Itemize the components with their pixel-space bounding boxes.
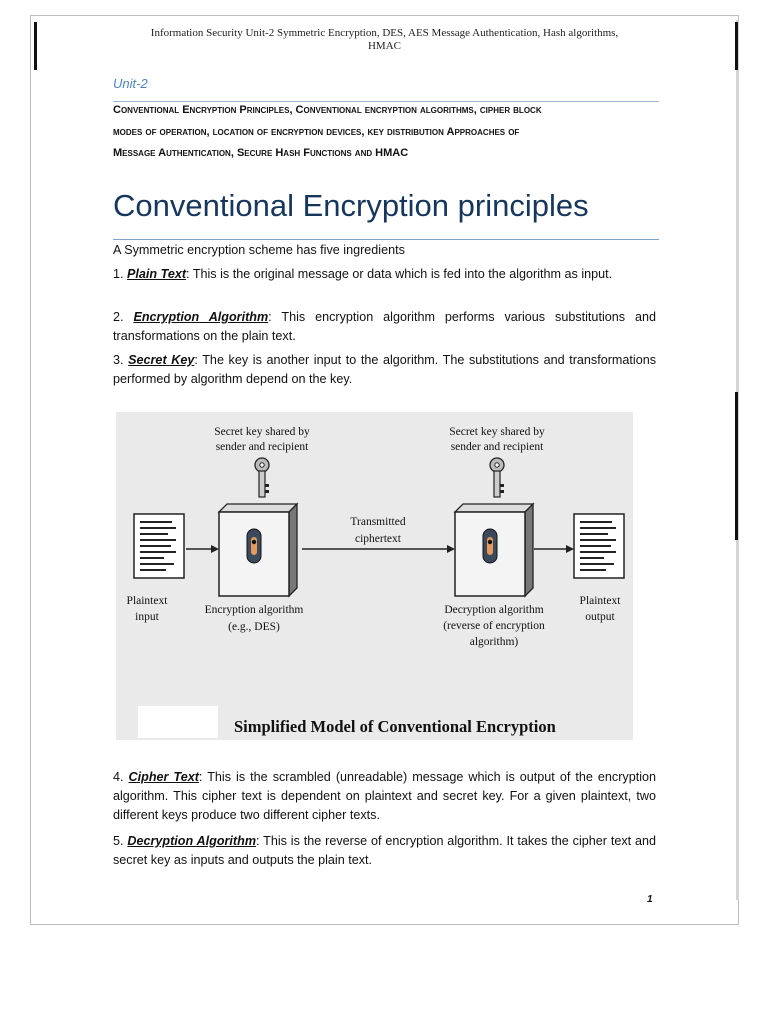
key-left-line-2: sender and recipient [215, 441, 309, 453]
header-line-2: HMAC [367, 40, 401, 52]
transmitted-label-line-2: ciphertext [355, 533, 401, 545]
item-text: : The key is another input to the algorithm. The substitutions and transformations performed by algorithm depend on the key. [113, 353, 656, 386]
key-right-line-1: Secret key shared by [449, 426, 545, 438]
key-icon [490, 458, 504, 497]
item-number: 1. [113, 267, 128, 281]
item-number: 3. [113, 353, 129, 367]
item-term: Cipher Text [128, 770, 199, 784]
item-text: : This is the scrambled (unreadable) message which is output of the encryption algorithm. This cipher text is dependent on plaintext and secret key. For a given plaintext, two different keys produce two different cipher texts. [113, 770, 656, 822]
figure-caption: Simplified Model of Conventional Encryption [234, 717, 556, 736]
plaintext-output-document-icon [574, 514, 624, 578]
plaintext-output-label-line-2: output [585, 611, 615, 623]
topics-list [113, 100, 656, 165]
key-left-line-1: Secret key shared by [214, 426, 310, 438]
encryption-label-line-2: (e.g., DES) [228, 621, 280, 633]
item-text: : This encryption algorithm performs various substitutions and transformations on the plain text. [113, 310, 656, 343]
item-term: Plain Text [127, 267, 187, 281]
running-header [113, 27, 656, 53]
key-icon [255, 458, 269, 497]
item-2 [113, 308, 656, 346]
section-title: Conventional Encryption principles [113, 188, 589, 223]
encryption-box-icon [219, 504, 297, 596]
margin-mark [735, 392, 738, 540]
margin-mark [735, 22, 738, 70]
item-4 [113, 768, 656, 825]
intro-text: A Symmetric encryption scheme has five ingredients [113, 243, 405, 257]
encryption-label-line-1: Encryption algorithm [204, 604, 304, 616]
item-3 [113, 351, 656, 389]
key-right-line-2: sender and recipient [450, 441, 544, 453]
margin-mark [34, 22, 37, 70]
decryption-label-line-3: algorithm) [469, 636, 519, 648]
item-term: Decryption Algorithm [127, 834, 257, 848]
item-number: 5. [113, 834, 128, 848]
item-term: Encryption Algorithm [133, 310, 269, 324]
decryption-label-line-2: (reverse of encryption [443, 620, 545, 632]
plaintext-input-document-icon [134, 514, 184, 578]
item-text: : This is the original message or data which is fed into the algorithm as input. [186, 267, 613, 281]
item-1 [113, 265, 656, 284]
plaintext-input-label-line-2: input [135, 611, 159, 623]
plaintext-output-label-line-1: Plaintext [579, 595, 621, 607]
plaintext-input-label-line-1: Plaintext [126, 595, 168, 607]
item-number: 4. [113, 770, 129, 784]
topics-line-3: Message Authentication, Secure Hash Functions and HMAC [113, 147, 409, 159]
transmitted-label-line-1: Transmitted [350, 516, 406, 528]
title-rule [113, 239, 659, 240]
encryption-model-figure [116, 412, 633, 740]
item-number: 2. [113, 310, 134, 324]
decryption-label-line-1: Decryption algorithm [444, 604, 544, 616]
topics-line-1: Conventional Encryption Principles, Conventional encryption algorithms, cipher block [113, 104, 542, 116]
decryption-box-icon [455, 504, 533, 596]
item-term: Secret Key [128, 353, 195, 367]
figure-white-patch [138, 706, 218, 738]
page-number: 1 [647, 894, 653, 905]
item-5 [113, 832, 656, 870]
item-text: : This is the reverse of encryption algorithm. It takes the cipher text and secret key as inputs and outputs the plain text. [113, 834, 656, 867]
topics-line-2: modes of operation, location of encryption devices, key distribution Approaches of [113, 125, 520, 138]
header-line-1: Information Security Unit-2 Symmetric Encryption, DES, AES Message Authentication, Hash algorithms, [150, 27, 619, 39]
unit-label: Unit-2 [113, 76, 148, 91]
